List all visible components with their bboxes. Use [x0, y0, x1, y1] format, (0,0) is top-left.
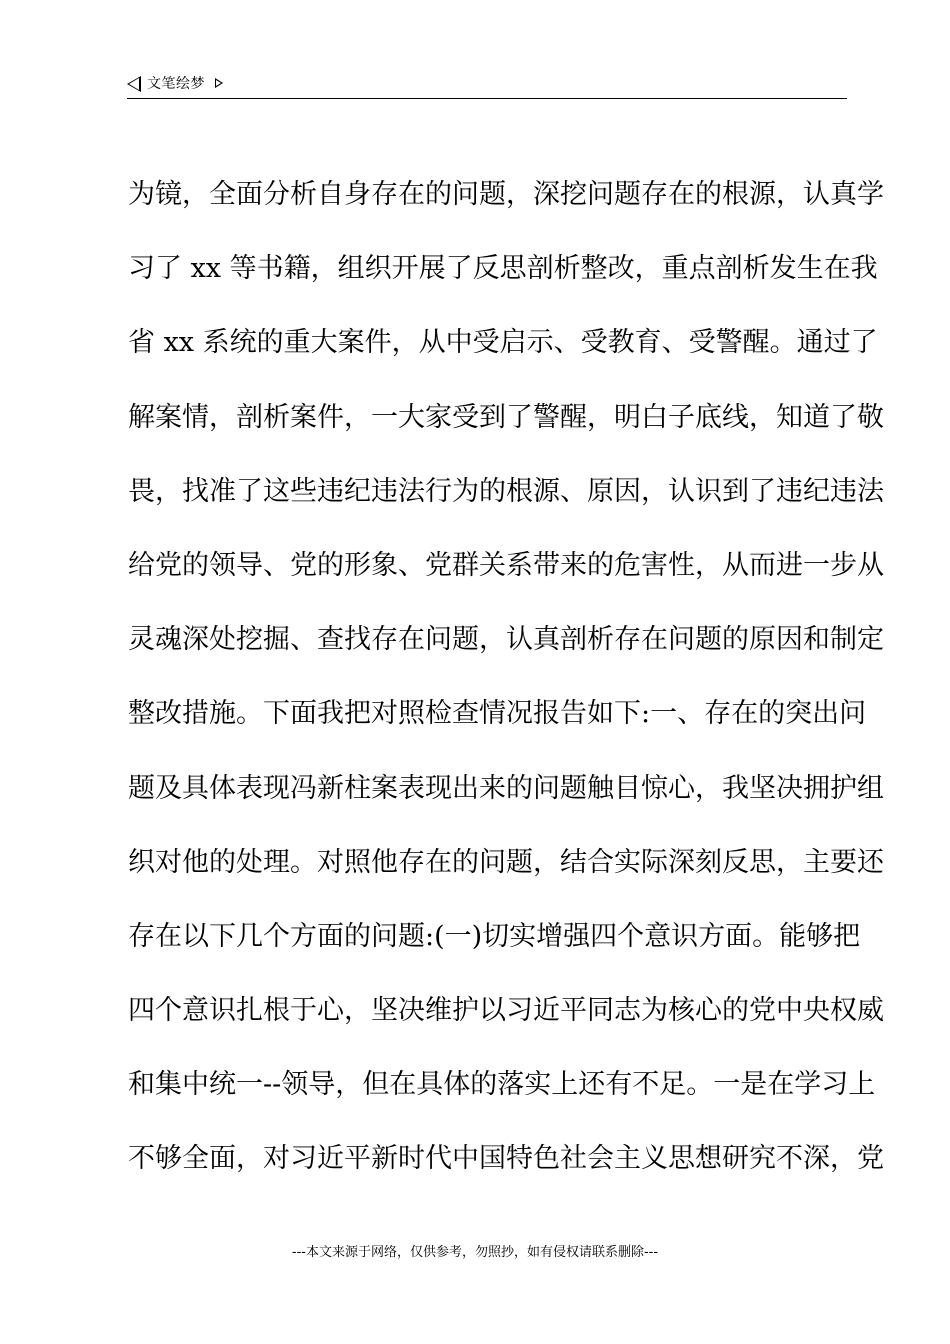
header-title: 文笔绘梦: [147, 76, 205, 92]
triangle-left-icon: [127, 76, 141, 92]
body-line: 畏，找准了这些违纪违法行为的根源、原因，认识到了违纪违法: [128, 475, 884, 507]
body-line: 为镜，全面分析自身存在的问题，深挖问题存在的根源，认真学: [128, 179, 884, 210]
triangle-right-icon: [215, 78, 223, 88]
body-line: 灵魂深处挖掘、查找存在问题，认真剖析存在问题的原因和制定: [128, 624, 884, 656]
body-line: 和集中统一--领导，但在具体的落实上还有不足。一是在学习上: [128, 1069, 876, 1101]
page-header: [127, 72, 847, 99]
body-line: 解案情，剖析案件，一大家受到了警醒，明白子底线，知道了敬: [128, 401, 884, 433]
body-line: 给党的领导、党的形象、党群关系带来的危害性，从而进一步从: [128, 549, 884, 581]
body-line: 不够全面，对习近平新时代中国特色社会主义思想研究不深，党: [128, 1143, 884, 1175]
page-footer-disclaimer: ---本文来源于网络，仅供参考，勿照抄，如有侵权请联系删除---: [291, 1245, 659, 1260]
body-line: 习了 xx 等书籍，组织开展了反思剖析整改，重点剖析发生在我: [128, 253, 878, 285]
body-line: 存在以下几个方面的问题:(一)切实增强四个意识方面。能够把: [128, 920, 861, 952]
body-line: 省 xx 系统的重大案件，从中受启示、受教育、受警醒。通过了: [128, 327, 878, 359]
body-line: 整改措施。下面我把对照检查情况报告如下:一、存在的突出问: [128, 698, 867, 730]
document-body: [128, 172, 884, 1211]
body-line: 四个意识扎根于心，坚决维护以习近平同志为核心的党中央权威: [128, 995, 884, 1027]
body-line: 织对他的处理。对照他存在的问题，结合实际深刻反思，主要还: [128, 846, 884, 878]
body-line: 题及具体表现冯新柱案表现出来的问题触目惊心，我坚决拥护组: [128, 772, 884, 804]
